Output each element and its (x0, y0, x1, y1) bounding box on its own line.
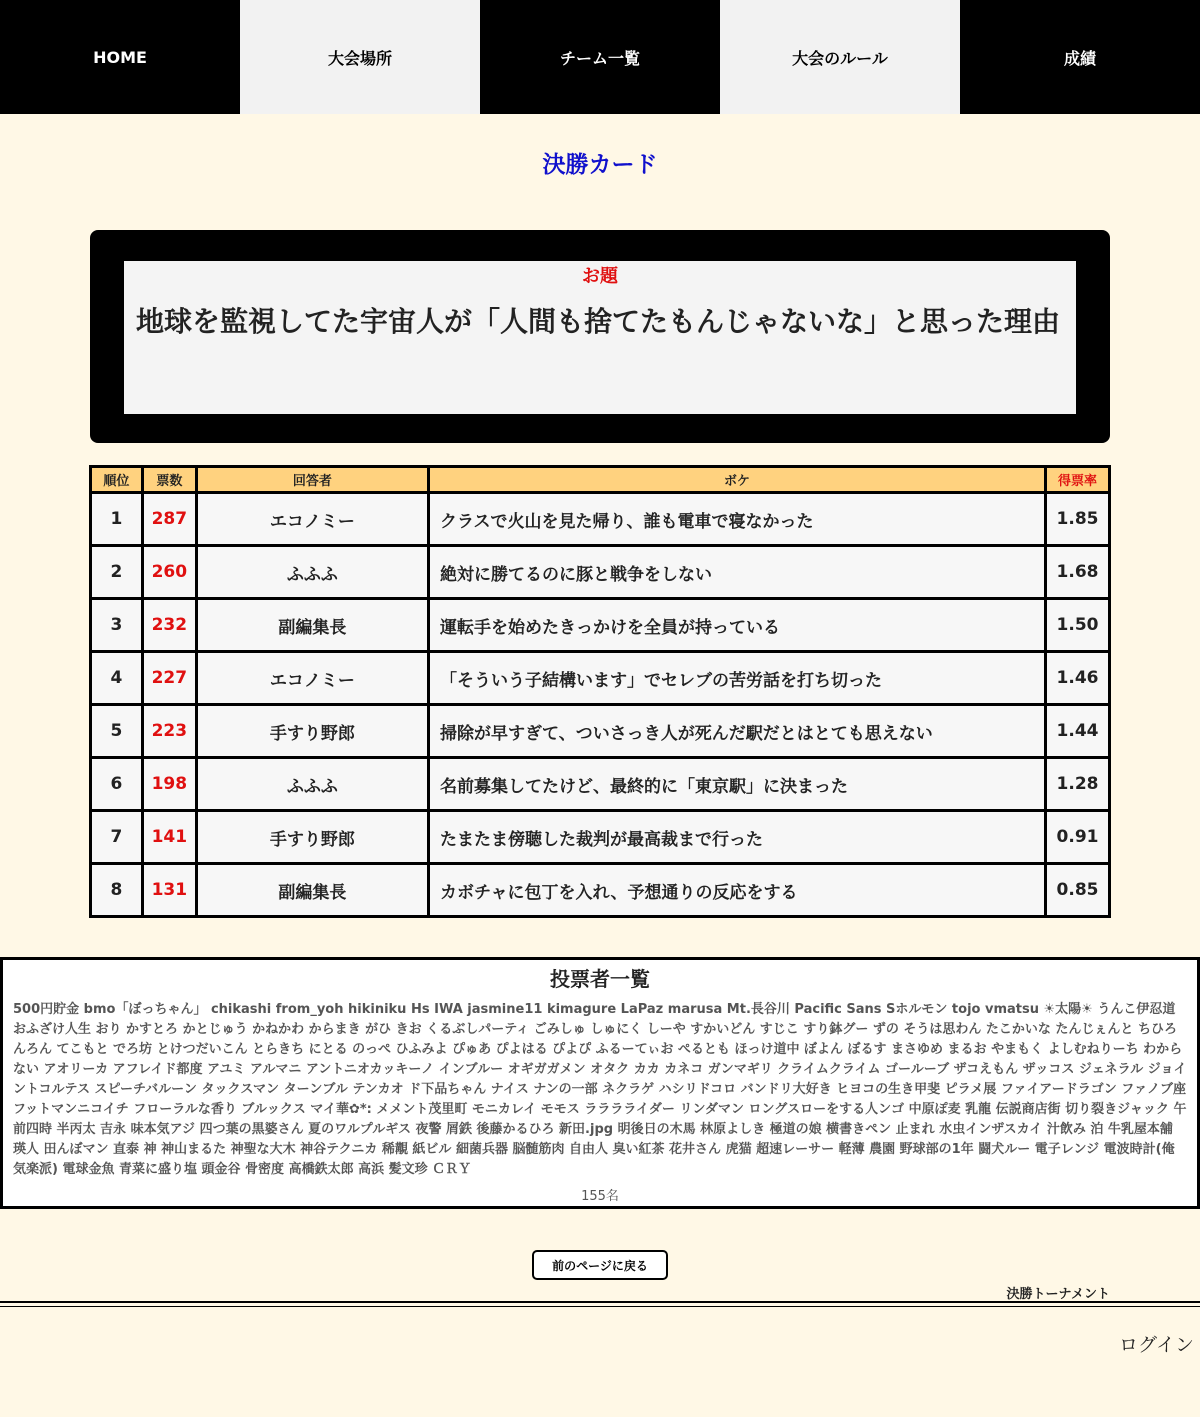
table-row (91, 546, 1110, 599)
cell-answerer: エコノミー (196, 493, 428, 546)
cell-rank: 7 (91, 811, 143, 864)
cell-rank: 8 (91, 864, 143, 917)
nav-team-list[interactable]: チーム一覧 (480, 0, 720, 114)
cell-rank: 4 (91, 652, 143, 705)
cell-rate: 1.50 (1046, 599, 1110, 652)
cell-boke: カボチャに包丁を入れ、予想通りの反応をする (429, 864, 1046, 917)
cell-votes: 223 (142, 705, 196, 758)
back-button[interactable]: 前のページに戻る (532, 1250, 668, 1280)
footer-divider-thin (0, 1306, 1200, 1307)
results-table (89, 465, 1111, 918)
table-row (91, 758, 1110, 811)
table-row (91, 705, 1110, 758)
voters-title: 投票者一覧 (550, 967, 650, 991)
table-header-row (91, 467, 1110, 493)
cell-rate: 1.68 (1046, 546, 1110, 599)
cell-boke: 掃除が早すぎて、ついさっき人が死んだ駅だとはとても思えない (429, 705, 1046, 758)
cell-rank: 6 (91, 758, 143, 811)
table-row (91, 811, 1110, 864)
cell-boke: 「そういう子結構います」でセレブの苦労話を打ち切った (429, 652, 1046, 705)
cell-rate: 1.28 (1046, 758, 1110, 811)
theme-panel (124, 261, 1076, 414)
cell-votes: 131 (142, 864, 196, 917)
table-row (91, 652, 1110, 705)
cell-answerer: エコノミー (196, 652, 428, 705)
cell-votes: 260 (142, 546, 196, 599)
cell-votes: 287 (142, 493, 196, 546)
cell-rate: 1.46 (1046, 652, 1110, 705)
cell-boke: 絶対に勝てるのに豚と戦争をしない (429, 546, 1046, 599)
cell-boke: 名前募集してたけど、最終的に「東京駅」に決まった (429, 758, 1046, 811)
cell-answerer: ふふふ (196, 758, 428, 811)
voters-list: 500円貯金 bmo「ぼっちゃん」 chikashi from_yoh hikiniku Hs IWA jasmine11 kimagure LaPaz marusa Mt.長谷川 Pacific Sans Sホルモン tojo vmatsu ☀太陽☀ うんこ伊忍道 おふざけ人生 おり かすとろ かとじゅう かねかわ からまき がひ きお くるぶしパーティ ごみしゅ しゅにく しーや すかいどん すじこ すり鉢グー ずの そうは思わん たこかいな たんじぇんと ちひろんろん てこもと でろ坊 とけつだいこん とらきち にとる のっぺ ひふみよ ぴゅあ ぴよはる ぴよぴ ふるーてぃお ぺるとも ほっけ道中 ぼよん ぼるす まさゆめ まるお やまもく よしむねりーち わからない アオリーカ アフレイド都度 アユミ アルマニ アントニオカッキーノ インブルー オギガガメン オタク カカ カネコ ガンマギリ クライムクライム ゴールーブ ザコえもん ザッコス ジェネラル ジョイントコルテス スピーチバルーン タックスマン ターンブル テンカオ ド下品ちゃん ナイス ナンの一部 ネクラゲ ハシリドコロ バンドリ大好き ヒヨコの生き甲斐 ピラメ展 ファイアードラゴン ファノブ座 フットマンニコイチ フローラルな香り ブルックス マイ華✿*: メメント茂里町 モニカレイ モモス ラララライダー リンダマン ロングスローをする人ンゴ 中原ぽ麦 乳龍 伝説商店街 切り裂きジャック 午前四時 半丙太 吉永 味本気アジ 四つ葉の黒婆さん 夏のワルプルギス 夜警 屑鉄 後藤かるひろ 新田.jpg 明後日の木馬 林原よしき 極道の娘 横書きペン 止まれ 水虫インザスカイ 汁飲み 泊 牛乳屋本舗 瑛人 田んぼマン 直泰 神 神山まるた 神聖な大木 神谷テクニカ 稀覯 紙ビル 細菌兵器 脳髄筋肉 自由人 臭い紅茶 花井さん 虎猫 超速レーサー 軽薄 農園 野球部の1年 闘犬ルー 電子レンジ 電波時計(俺気楽派) 電球金魚 青菜に盛り塩 頭金谷 骨密度 高橋鉄太郎 高浜 髪文珍 ＣＲＹ (13, 1002, 1187, 1177)
theme-label: お題 (582, 266, 618, 287)
cell-rate: 0.91 (1046, 811, 1110, 864)
nav-venue[interactable]: 大会場所 (240, 0, 480, 114)
nav-home[interactable]: HOME (0, 0, 240, 114)
table-row (91, 599, 1110, 652)
cell-answerer: 副編集長 (196, 864, 428, 917)
header-boke: ボケ (429, 467, 1046, 493)
cell-answerer: 副編集長 (196, 599, 428, 652)
header-votes: 票数 (142, 467, 196, 493)
top-nav (0, 0, 1200, 114)
header-rate: 得票率 (1046, 467, 1110, 493)
cell-rate: 1.85 (1046, 493, 1110, 546)
table-row (91, 864, 1110, 917)
cell-answerer: 手すり野郎 (196, 705, 428, 758)
theme-box (90, 230, 1110, 443)
login-link[interactable]: ログイン (1118, 1334, 1194, 1356)
theme-text: 地球を監視してた宇宙人が「人間も捨てたもんじゃないな」と思った理由 (136, 305, 1061, 338)
cell-votes: 232 (142, 599, 196, 652)
cell-votes: 198 (142, 758, 196, 811)
cell-rank: 1 (91, 493, 143, 546)
tournament-link[interactable]: 決勝トーナメント (1006, 1287, 1110, 1302)
table-row (91, 493, 1110, 546)
cell-boke: クラスで火山を見た帰り、誰も電車で寝なかった (429, 493, 1046, 546)
cell-answerer: 手すり野郎 (196, 811, 428, 864)
cell-boke: たまたま傍聴した裁判が最高裁まで行った (429, 811, 1046, 864)
nav-rules[interactable]: 大会のルール (720, 0, 960, 114)
cell-votes: 227 (142, 652, 196, 705)
cell-rank: 5 (91, 705, 143, 758)
cell-votes: 141 (142, 811, 196, 864)
nav-results[interactable]: 成績 (960, 0, 1200, 114)
cell-answerer: ふふふ (196, 546, 428, 599)
header-answerer: 回答者 (196, 467, 428, 493)
cell-rank: 3 (91, 599, 143, 652)
cell-rate: 1.44 (1046, 705, 1110, 758)
cell-boke: 運転手を始めたきっかけを全員が持っている (429, 599, 1046, 652)
voters-count: 155名 (581, 1189, 619, 1204)
footer-divider (0, 1301, 1200, 1303)
header-rank: 順位 (91, 467, 143, 493)
cell-rate: 0.85 (1046, 864, 1110, 917)
cell-rank: 2 (91, 546, 143, 599)
page-title: 決勝カード (542, 152, 658, 178)
voters-panel (0, 957, 1200, 1209)
